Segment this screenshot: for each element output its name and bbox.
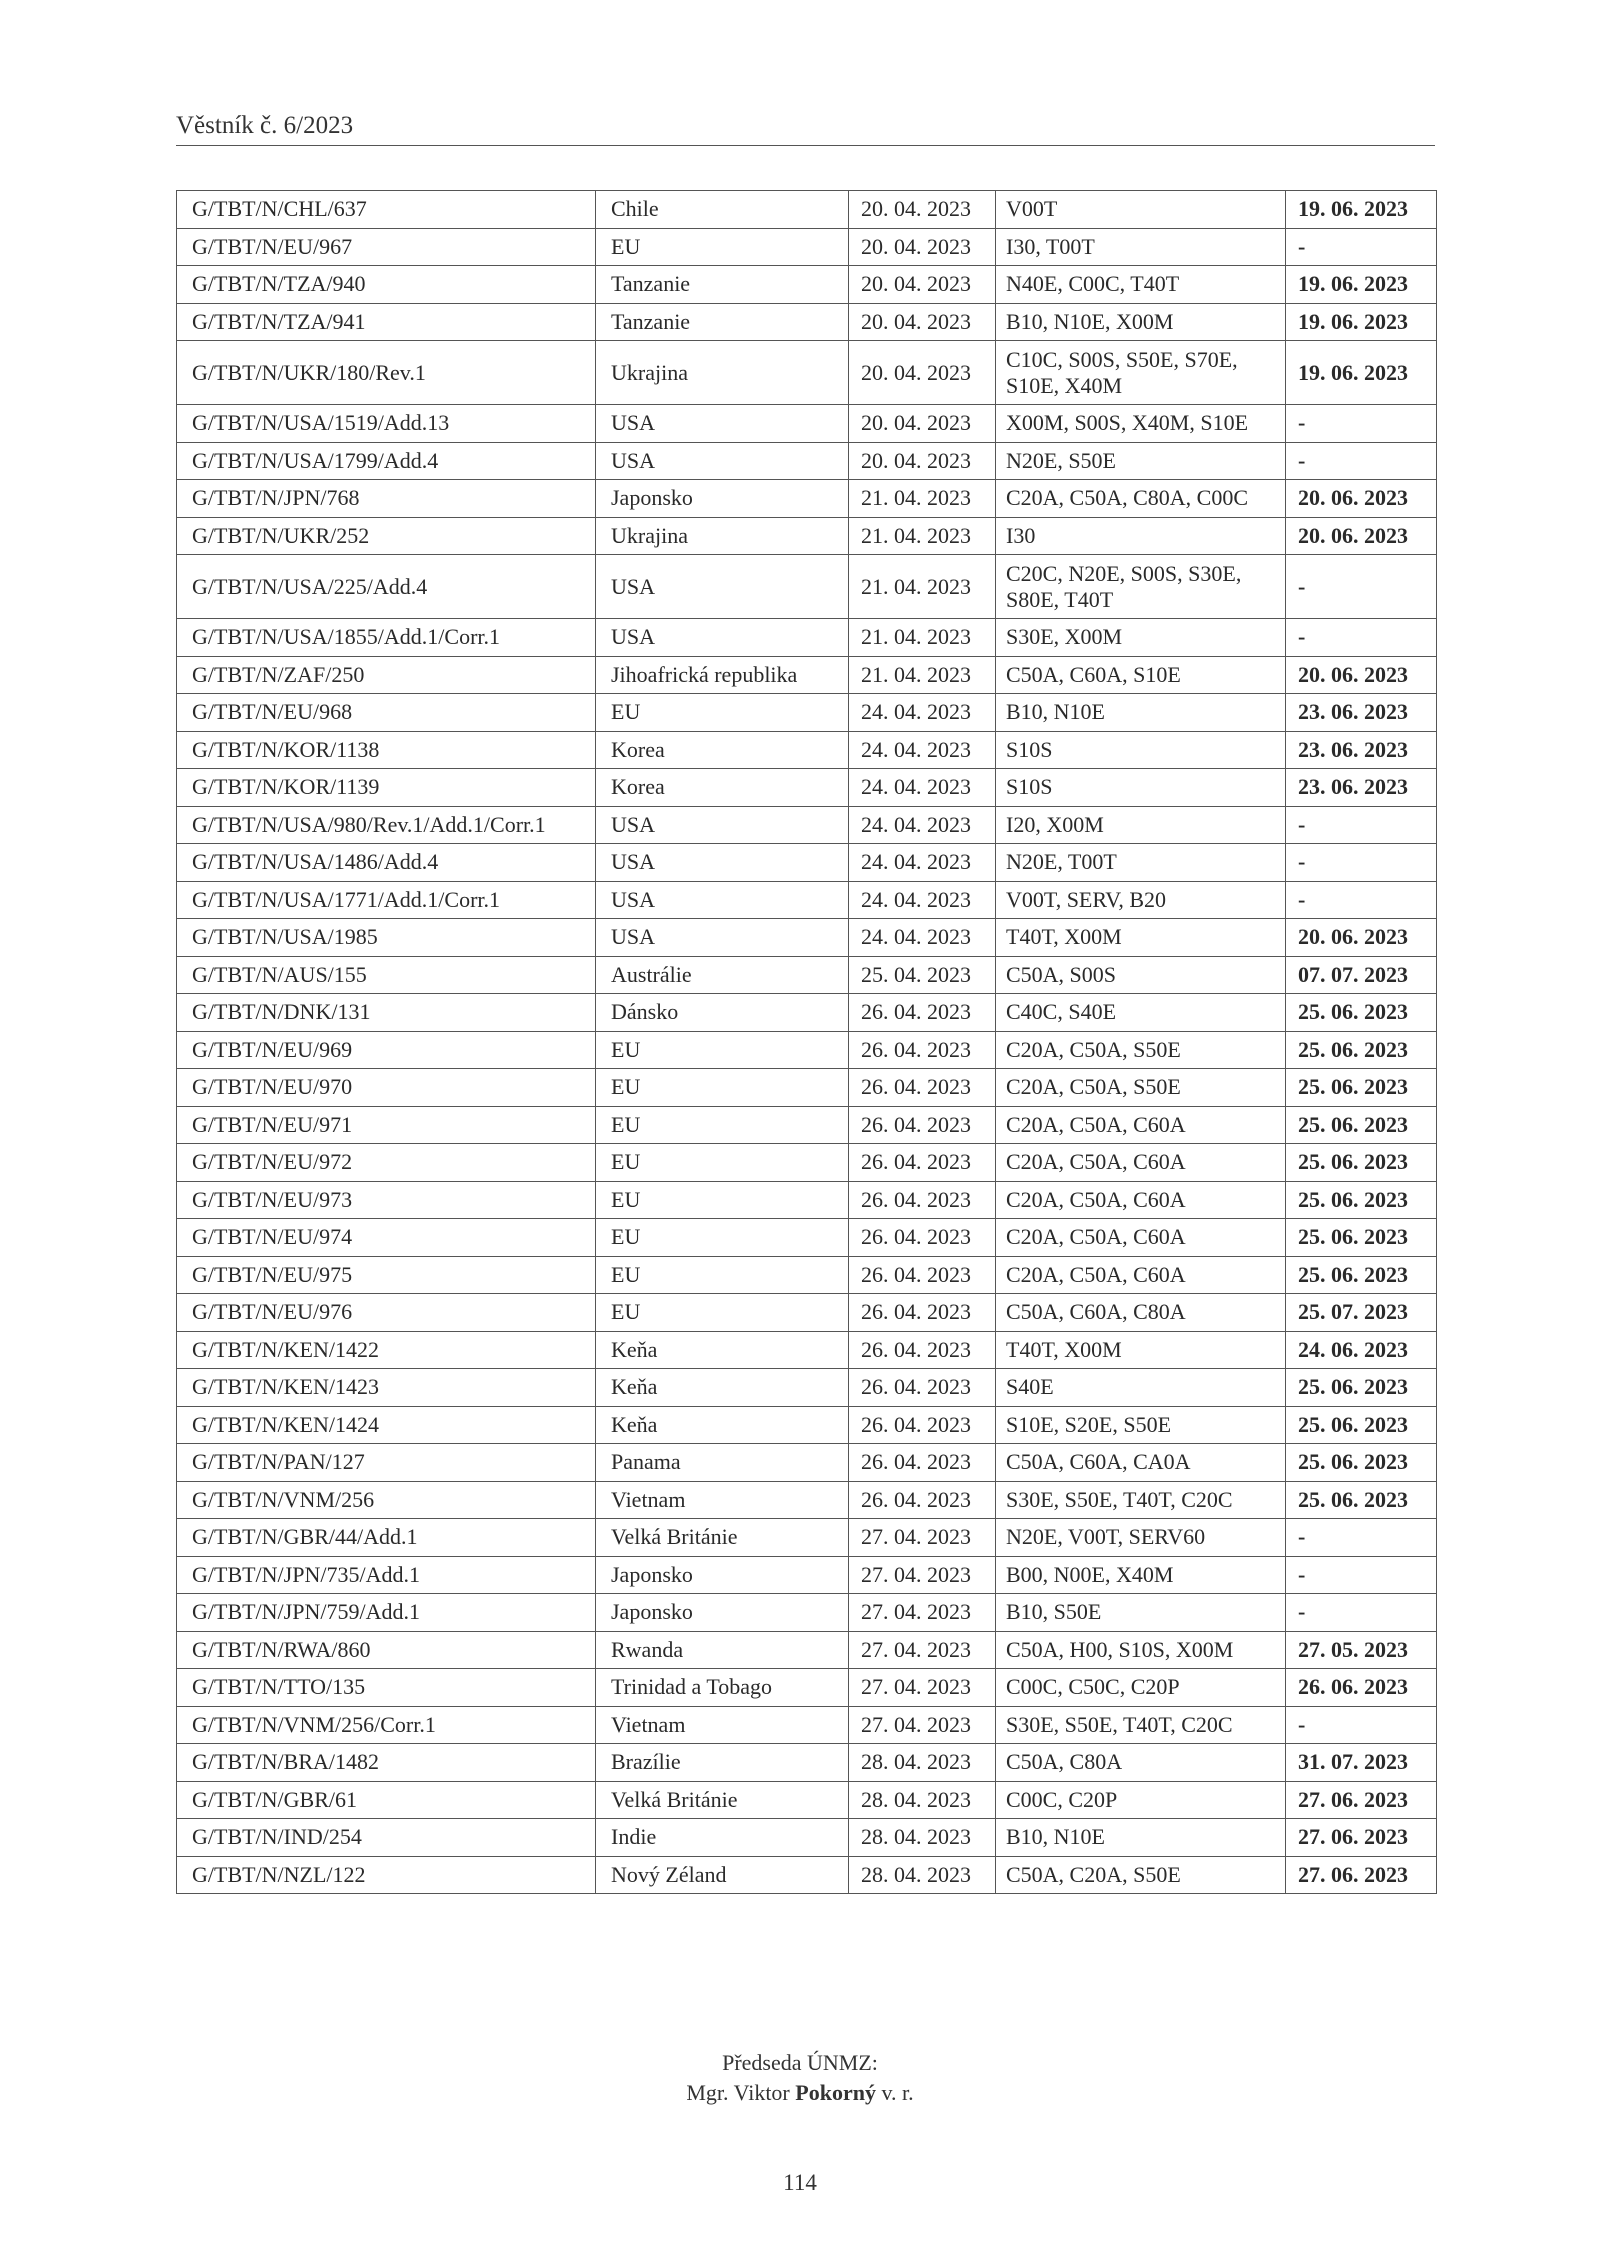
notification-date-cell: 27. 04. 2023 xyxy=(849,1594,996,1632)
notification-date-cell: 21. 04. 2023 xyxy=(849,619,996,657)
country-cell: Ukrajina xyxy=(596,517,849,555)
notification-id-cell: G/TBT/N/KEN/1423 xyxy=(177,1369,596,1407)
notification-date-cell: 24. 04. 2023 xyxy=(849,731,996,769)
notification-id-cell: G/TBT/N/USA/1985 xyxy=(177,919,596,957)
product-codes-cell: C00C, C50C, C20P xyxy=(996,1669,1286,1707)
product-codes-cell: C20C, N20E, S00S, S30E, S80E, T40T xyxy=(996,555,1286,619)
notification-id-cell: G/TBT/N/RWA/860 xyxy=(177,1631,596,1669)
country-cell: Korea xyxy=(596,769,849,807)
country-cell: Keňa xyxy=(596,1406,849,1444)
country-cell: EU xyxy=(596,1256,849,1294)
notification-date-cell: 20. 04. 2023 xyxy=(849,303,996,341)
country-cell: Jihoafrická republika xyxy=(596,656,849,694)
notification-id-cell: G/TBT/N/EU/975 xyxy=(177,1256,596,1294)
comment-deadline-cell: 27. 06. 2023 xyxy=(1286,1819,1437,1857)
product-codes-cell: C50A, C60A, S10E xyxy=(996,656,1286,694)
product-codes-cell: C00C, C20P xyxy=(996,1781,1286,1819)
notification-date-cell: 27. 04. 2023 xyxy=(849,1706,996,1744)
table-row xyxy=(177,1744,1437,1782)
country-cell: EU xyxy=(596,1181,849,1219)
comment-deadline-cell: 19. 06. 2023 xyxy=(1286,266,1437,304)
country-cell: Dánsko xyxy=(596,994,849,1032)
comment-deadline-cell: - xyxy=(1286,806,1437,844)
comment-deadline-cell: - xyxy=(1286,405,1437,443)
table-row xyxy=(177,919,1437,957)
notification-id-cell: G/TBT/N/UKR/180/Rev.1 xyxy=(177,341,596,405)
notification-id-cell: G/TBT/N/EU/973 xyxy=(177,1181,596,1219)
country-cell: USA xyxy=(596,405,849,443)
comment-deadline-cell: 25. 06. 2023 xyxy=(1286,994,1437,1032)
notification-id-cell: G/TBT/N/EU/974 xyxy=(177,1219,596,1257)
notification-id-cell: G/TBT/N/USA/1855/Add.1/Corr.1 xyxy=(177,619,596,657)
signature-name-suffix: v. r. xyxy=(875,2080,914,2105)
notification-id-cell: G/TBT/N/USA/1771/Add.1/Corr.1 xyxy=(177,881,596,919)
product-codes-cell: C50A, C20A, S50E xyxy=(996,1856,1286,1894)
comment-deadline-cell: 20. 06. 2023 xyxy=(1286,517,1437,555)
table-row xyxy=(177,1331,1437,1369)
comment-deadline-cell: - xyxy=(1286,1519,1437,1557)
comment-deadline-cell: 27. 06. 2023 xyxy=(1286,1781,1437,1819)
country-cell: USA xyxy=(596,919,849,957)
table-row xyxy=(177,1031,1437,1069)
notification-date-cell: 26. 04. 2023 xyxy=(849,1031,996,1069)
notification-date-cell: 28. 04. 2023 xyxy=(849,1856,996,1894)
product-codes-cell: C50A, S00S xyxy=(996,956,1286,994)
notification-date-cell: 21. 04. 2023 xyxy=(849,517,996,555)
product-codes-cell: T40T, X00M xyxy=(996,919,1286,957)
notification-id-cell: G/TBT/N/PAN/127 xyxy=(177,1444,596,1482)
notification-date-cell: 26. 04. 2023 xyxy=(849,994,996,1032)
table-row xyxy=(177,1444,1437,1482)
notification-id-cell: G/TBT/N/JPN/768 xyxy=(177,480,596,518)
comment-deadline-cell: 20. 06. 2023 xyxy=(1286,656,1437,694)
comment-deadline-cell: - xyxy=(1286,844,1437,882)
notification-date-cell: 26. 04. 2023 xyxy=(849,1219,996,1257)
comment-deadline-cell: 20. 06. 2023 xyxy=(1286,480,1437,518)
comment-deadline-cell: 31. 07. 2023 xyxy=(1286,1744,1437,1782)
notification-id-cell: G/TBT/N/NZL/122 xyxy=(177,1856,596,1894)
table-row xyxy=(177,1219,1437,1257)
table-row xyxy=(177,191,1437,229)
table-row xyxy=(177,1144,1437,1182)
country-cell: Keňa xyxy=(596,1369,849,1407)
comment-deadline-cell: 25. 06. 2023 xyxy=(1286,1069,1437,1107)
product-codes-cell: B00, N00E, X40M xyxy=(996,1556,1286,1594)
table-row xyxy=(177,405,1437,443)
country-cell: EU xyxy=(596,1144,849,1182)
product-codes-cell: C20A, C50A, C60A xyxy=(996,1219,1286,1257)
product-codes-cell: I30, T00T xyxy=(996,228,1286,266)
country-cell: Indie xyxy=(596,1819,849,1857)
notification-date-cell: 24. 04. 2023 xyxy=(849,769,996,807)
product-codes-cell: S30E, S50E, T40T, C20C xyxy=(996,1706,1286,1744)
notification-id-cell: G/TBT/N/BRA/1482 xyxy=(177,1744,596,1782)
product-codes-cell: C20A, C50A, C60A xyxy=(996,1181,1286,1219)
country-cell: USA xyxy=(596,844,849,882)
table-row xyxy=(177,1856,1437,1894)
notification-date-cell: 21. 04. 2023 xyxy=(849,656,996,694)
notification-date-cell: 27. 04. 2023 xyxy=(849,1519,996,1557)
signature-surname: Pokorný xyxy=(795,2080,876,2105)
comment-deadline-cell: - xyxy=(1286,881,1437,919)
notification-date-cell: 24. 04. 2023 xyxy=(849,844,996,882)
country-cell: Ukrajina xyxy=(596,341,849,405)
signature-name-prefix: Mgr. Viktor xyxy=(686,2080,796,2105)
product-codes-cell: C50A, C80A xyxy=(996,1744,1286,1782)
product-codes-cell: T40T, X00M xyxy=(996,1331,1286,1369)
table-row xyxy=(177,555,1437,619)
notification-id-cell: G/TBT/N/USA/980/Rev.1/Add.1/Corr.1 xyxy=(177,806,596,844)
comment-deadline-cell: 07. 07. 2023 xyxy=(1286,956,1437,994)
notification-date-cell: 20. 04. 2023 xyxy=(849,405,996,443)
notification-id-cell: G/TBT/N/AUS/155 xyxy=(177,956,596,994)
notification-id-cell: G/TBT/N/UKR/252 xyxy=(177,517,596,555)
comment-deadline-cell: 19. 06. 2023 xyxy=(1286,191,1437,229)
notification-id-cell: G/TBT/N/USA/1519/Add.13 xyxy=(177,405,596,443)
comment-deadline-cell: 25. 06. 2023 xyxy=(1286,1181,1437,1219)
product-codes-cell: C10C, S00S, S50E, S70E, S10E, X40M xyxy=(996,341,1286,405)
notification-id-cell: G/TBT/N/CHL/637 xyxy=(177,191,596,229)
comment-deadline-cell: 23. 06. 2023 xyxy=(1286,769,1437,807)
notification-date-cell: 26. 04. 2023 xyxy=(849,1144,996,1182)
product-codes-cell: I20, X00M xyxy=(996,806,1286,844)
product-codes-cell: V00T, SERV, B20 xyxy=(996,881,1286,919)
comment-deadline-cell: - xyxy=(1286,1556,1437,1594)
table-row xyxy=(177,480,1437,518)
comment-deadline-cell: 25. 06. 2023 xyxy=(1286,1256,1437,1294)
notification-id-cell: G/TBT/N/KEN/1424 xyxy=(177,1406,596,1444)
table-row xyxy=(177,656,1437,694)
product-codes-cell: S10S xyxy=(996,769,1286,807)
notification-date-cell: 20. 04. 2023 xyxy=(849,266,996,304)
notification-id-cell: G/TBT/N/KOR/1139 xyxy=(177,769,596,807)
notification-id-cell: G/TBT/N/IND/254 xyxy=(177,1819,596,1857)
notifications-table-body xyxy=(177,191,1437,1894)
country-cell: Vietnam xyxy=(596,1706,849,1744)
country-cell: Trinidad a Tobago xyxy=(596,1669,849,1707)
comment-deadline-cell: 25. 06. 2023 xyxy=(1286,1219,1437,1257)
product-codes-cell: C50A, C60A, C80A xyxy=(996,1294,1286,1332)
table-row xyxy=(177,1181,1437,1219)
comment-deadline-cell: 25. 06. 2023 xyxy=(1286,1031,1437,1069)
comment-deadline-cell: 27. 05. 2023 xyxy=(1286,1631,1437,1669)
notification-date-cell: 27. 04. 2023 xyxy=(849,1669,996,1707)
notification-date-cell: 28. 04. 2023 xyxy=(849,1781,996,1819)
table-row xyxy=(177,1519,1437,1557)
product-codes-cell: X00M, S00S, X40M, S10E xyxy=(996,405,1286,443)
comment-deadline-cell: - xyxy=(1286,228,1437,266)
comment-deadline-cell: 27. 06. 2023 xyxy=(1286,1856,1437,1894)
notification-date-cell: 26. 04. 2023 xyxy=(849,1256,996,1294)
notification-id-cell: G/TBT/N/DNK/131 xyxy=(177,994,596,1032)
table-row xyxy=(177,1556,1437,1594)
table-row xyxy=(177,228,1437,266)
notification-date-cell: 27. 04. 2023 xyxy=(849,1556,996,1594)
table-row xyxy=(177,1256,1437,1294)
notification-date-cell: 25. 04. 2023 xyxy=(849,956,996,994)
notification-date-cell: 21. 04. 2023 xyxy=(849,555,996,619)
product-codes-cell: B10, N10E, X00M xyxy=(996,303,1286,341)
country-cell: Vietnam xyxy=(596,1481,849,1519)
product-codes-cell: B10, N10E xyxy=(996,694,1286,732)
country-cell: EU xyxy=(596,1219,849,1257)
table-row xyxy=(177,731,1437,769)
notification-id-cell: G/TBT/N/EU/969 xyxy=(177,1031,596,1069)
notification-date-cell: 21. 04. 2023 xyxy=(849,480,996,518)
notification-id-cell: G/TBT/N/EU/968 xyxy=(177,694,596,732)
notification-id-cell: G/TBT/N/TTO/135 xyxy=(177,1669,596,1707)
product-codes-cell: N20E, S50E xyxy=(996,442,1286,480)
comment-deadline-cell: 23. 06. 2023 xyxy=(1286,694,1437,732)
comment-deadline-cell: 19. 06. 2023 xyxy=(1286,303,1437,341)
product-codes-cell: B10, S50E xyxy=(996,1594,1286,1632)
table-row xyxy=(177,1069,1437,1107)
table-row xyxy=(177,1781,1437,1819)
signature-role: Předseda ÚNMZ: xyxy=(722,2050,878,2075)
product-codes-cell: S30E, X00M xyxy=(996,619,1286,657)
country-cell: Tanzanie xyxy=(596,266,849,304)
table-row xyxy=(177,1294,1437,1332)
notification-date-cell: 26. 04. 2023 xyxy=(849,1369,996,1407)
notification-id-cell: G/TBT/N/EU/970 xyxy=(177,1069,596,1107)
comment-deadline-cell: - xyxy=(1286,1594,1437,1632)
comment-deadline-cell: - xyxy=(1286,1706,1437,1744)
country-cell: Tanzanie xyxy=(596,303,849,341)
country-cell: Nový Zéland xyxy=(596,1856,849,1894)
notification-date-cell: 26. 04. 2023 xyxy=(849,1406,996,1444)
notification-id-cell: G/TBT/N/GBR/44/Add.1 xyxy=(177,1519,596,1557)
notification-id-cell: G/TBT/N/EU/976 xyxy=(177,1294,596,1332)
notifications-table xyxy=(176,190,1437,1894)
table-row xyxy=(177,1631,1437,1669)
table-row xyxy=(177,303,1437,341)
notification-id-cell: G/TBT/N/JPN/735/Add.1 xyxy=(177,1556,596,1594)
notification-date-cell: 28. 04. 2023 xyxy=(849,1819,996,1857)
table-row xyxy=(177,844,1437,882)
country-cell: EU xyxy=(596,1031,849,1069)
country-cell: Japonsko xyxy=(596,1556,849,1594)
comment-deadline-cell: 25. 07. 2023 xyxy=(1286,1294,1437,1332)
table-row xyxy=(177,517,1437,555)
product-codes-cell: C20A, C50A, S50E xyxy=(996,1069,1286,1107)
product-codes-cell: C20A, C50A, S50E xyxy=(996,1031,1286,1069)
notification-date-cell: 26. 04. 2023 xyxy=(849,1331,996,1369)
notification-date-cell: 24. 04. 2023 xyxy=(849,919,996,957)
product-codes-cell: C40C, S40E xyxy=(996,994,1286,1032)
product-codes-cell: N20E, T00T xyxy=(996,844,1286,882)
product-codes-cell: S40E xyxy=(996,1369,1286,1407)
table-row xyxy=(177,956,1437,994)
product-codes-cell: S10S xyxy=(996,731,1286,769)
notification-id-cell: G/TBT/N/EU/967 xyxy=(177,228,596,266)
product-codes-cell: C20A, C50A, C60A xyxy=(996,1106,1286,1144)
comment-deadline-cell: 20. 06. 2023 xyxy=(1286,919,1437,957)
notification-id-cell: G/TBT/N/VNM/256 xyxy=(177,1481,596,1519)
notification-id-cell: G/TBT/N/TZA/940 xyxy=(177,266,596,304)
country-cell: Rwanda xyxy=(596,1631,849,1669)
notification-date-cell: 26. 04. 2023 xyxy=(849,1181,996,1219)
country-cell: Korea xyxy=(596,731,849,769)
table-row xyxy=(177,769,1437,807)
country-cell: EU xyxy=(596,1106,849,1144)
country-cell: Austrálie xyxy=(596,956,849,994)
notification-date-cell: 27. 04. 2023 xyxy=(849,1631,996,1669)
notification-id-cell: G/TBT/N/USA/225/Add.4 xyxy=(177,555,596,619)
country-cell: EU xyxy=(596,694,849,732)
product-codes-cell: C20A, C50A, C80A, C00C xyxy=(996,480,1286,518)
notification-date-cell: 26. 04. 2023 xyxy=(849,1069,996,1107)
country-cell: EU xyxy=(596,1294,849,1332)
table-row xyxy=(177,1594,1437,1632)
notification-date-cell: 20. 04. 2023 xyxy=(849,191,996,229)
comment-deadline-cell: 25. 06. 2023 xyxy=(1286,1106,1437,1144)
comment-deadline-cell: 25. 06. 2023 xyxy=(1286,1144,1437,1182)
country-cell: Chile xyxy=(596,191,849,229)
notification-id-cell: G/TBT/N/GBR/61 xyxy=(177,1781,596,1819)
product-codes-cell: V00T xyxy=(996,191,1286,229)
country-cell: USA xyxy=(596,555,849,619)
country-cell: Velká Británie xyxy=(596,1781,849,1819)
comment-deadline-cell: 19. 06. 2023 xyxy=(1286,341,1437,405)
notification-date-cell: 20. 04. 2023 xyxy=(849,228,996,266)
table-row xyxy=(177,442,1437,480)
table-row xyxy=(177,694,1437,732)
comment-deadline-cell: 26. 06. 2023 xyxy=(1286,1669,1437,1707)
country-cell: EU xyxy=(596,1069,849,1107)
table-row xyxy=(177,266,1437,304)
notification-id-cell: G/TBT/N/EU/971 xyxy=(177,1106,596,1144)
country-cell: USA xyxy=(596,806,849,844)
page-number: 114 xyxy=(783,2170,817,2195)
notification-date-cell: 26. 04. 2023 xyxy=(849,1294,996,1332)
table-row xyxy=(177,1669,1437,1707)
signature-name xyxy=(0,2078,1600,2108)
comment-deadline-cell: 24. 06. 2023 xyxy=(1286,1331,1437,1369)
product-codes-cell: I30 xyxy=(996,517,1286,555)
table-row xyxy=(177,1706,1437,1744)
table-row xyxy=(177,806,1437,844)
notification-id-cell: G/TBT/N/USA/1486/Add.4 xyxy=(177,844,596,882)
table-row xyxy=(177,881,1437,919)
product-codes-cell: C50A, H00, S10S, X00M xyxy=(996,1631,1286,1669)
comment-deadline-cell: 23. 06. 2023 xyxy=(1286,731,1437,769)
country-cell: USA xyxy=(596,881,849,919)
comment-deadline-cell: - xyxy=(1286,555,1437,619)
country-cell: Panama xyxy=(596,1444,849,1482)
notification-id-cell: G/TBT/N/JPN/759/Add.1 xyxy=(177,1594,596,1632)
table-row xyxy=(177,1369,1437,1407)
comment-deadline-cell: 25. 06. 2023 xyxy=(1286,1369,1437,1407)
table-row xyxy=(177,1481,1437,1519)
comment-deadline-cell: - xyxy=(1286,442,1437,480)
notification-date-cell: 26. 04. 2023 xyxy=(849,1481,996,1519)
notification-date-cell: 20. 04. 2023 xyxy=(849,442,996,480)
country-cell: EU xyxy=(596,228,849,266)
header-divider xyxy=(176,145,1435,146)
country-cell: Velká Británie xyxy=(596,1519,849,1557)
notification-id-cell: G/TBT/N/USA/1799/Add.4 xyxy=(177,442,596,480)
comment-deadline-cell: 25. 06. 2023 xyxy=(1286,1444,1437,1482)
table-row xyxy=(177,994,1437,1032)
product-codes-cell: B10, N10E xyxy=(996,1819,1286,1857)
country-cell: Japonsko xyxy=(596,1594,849,1632)
notification-id-cell: G/TBT/N/VNM/256/Corr.1 xyxy=(177,1706,596,1744)
comment-deadline-cell: - xyxy=(1286,619,1437,657)
product-codes-cell: C20A, C50A, C60A xyxy=(996,1144,1286,1182)
comment-deadline-cell: 25. 06. 2023 xyxy=(1286,1406,1437,1444)
table-row xyxy=(177,341,1437,405)
product-codes-cell: C50A, C60A, CA0A xyxy=(996,1444,1286,1482)
comment-deadline-cell: 25. 06. 2023 xyxy=(1286,1481,1437,1519)
notification-date-cell: 26. 04. 2023 xyxy=(849,1444,996,1482)
notification-date-cell: 24. 04. 2023 xyxy=(849,694,996,732)
notification-date-cell: 28. 04. 2023 xyxy=(849,1744,996,1782)
table-row xyxy=(177,1406,1437,1444)
country-cell: Brazílie xyxy=(596,1744,849,1782)
country-cell: USA xyxy=(596,442,849,480)
country-cell: USA xyxy=(596,619,849,657)
notification-id-cell: G/TBT/N/TZA/941 xyxy=(177,303,596,341)
product-codes-cell: N40E, C00C, T40T xyxy=(996,266,1286,304)
table-row xyxy=(177,1106,1437,1144)
product-codes-cell: S30E, S50E, T40T, C20C xyxy=(996,1481,1286,1519)
notification-id-cell: G/TBT/N/KEN/1422 xyxy=(177,1331,596,1369)
signature-block xyxy=(0,2048,1600,2108)
notification-date-cell: 20. 04. 2023 xyxy=(849,341,996,405)
country-cell: Japonsko xyxy=(596,480,849,518)
notification-date-cell: 24. 04. 2023 xyxy=(849,881,996,919)
product-codes-cell: N20E, V00T, SERV60 xyxy=(996,1519,1286,1557)
country-cell: Keňa xyxy=(596,1331,849,1369)
notification-id-cell: G/TBT/N/EU/972 xyxy=(177,1144,596,1182)
product-codes-cell: C20A, C50A, C60A xyxy=(996,1256,1286,1294)
table-row xyxy=(177,619,1437,657)
notification-date-cell: 26. 04. 2023 xyxy=(849,1106,996,1144)
product-codes-cell: S10E, S20E, S50E xyxy=(996,1406,1286,1444)
notification-id-cell: G/TBT/N/ZAF/250 xyxy=(177,656,596,694)
notification-id-cell: G/TBT/N/KOR/1138 xyxy=(177,731,596,769)
journal-title: Věstník č. 6/2023 xyxy=(176,112,354,139)
notification-date-cell: 24. 04. 2023 xyxy=(849,806,996,844)
table-row xyxy=(177,1819,1437,1857)
